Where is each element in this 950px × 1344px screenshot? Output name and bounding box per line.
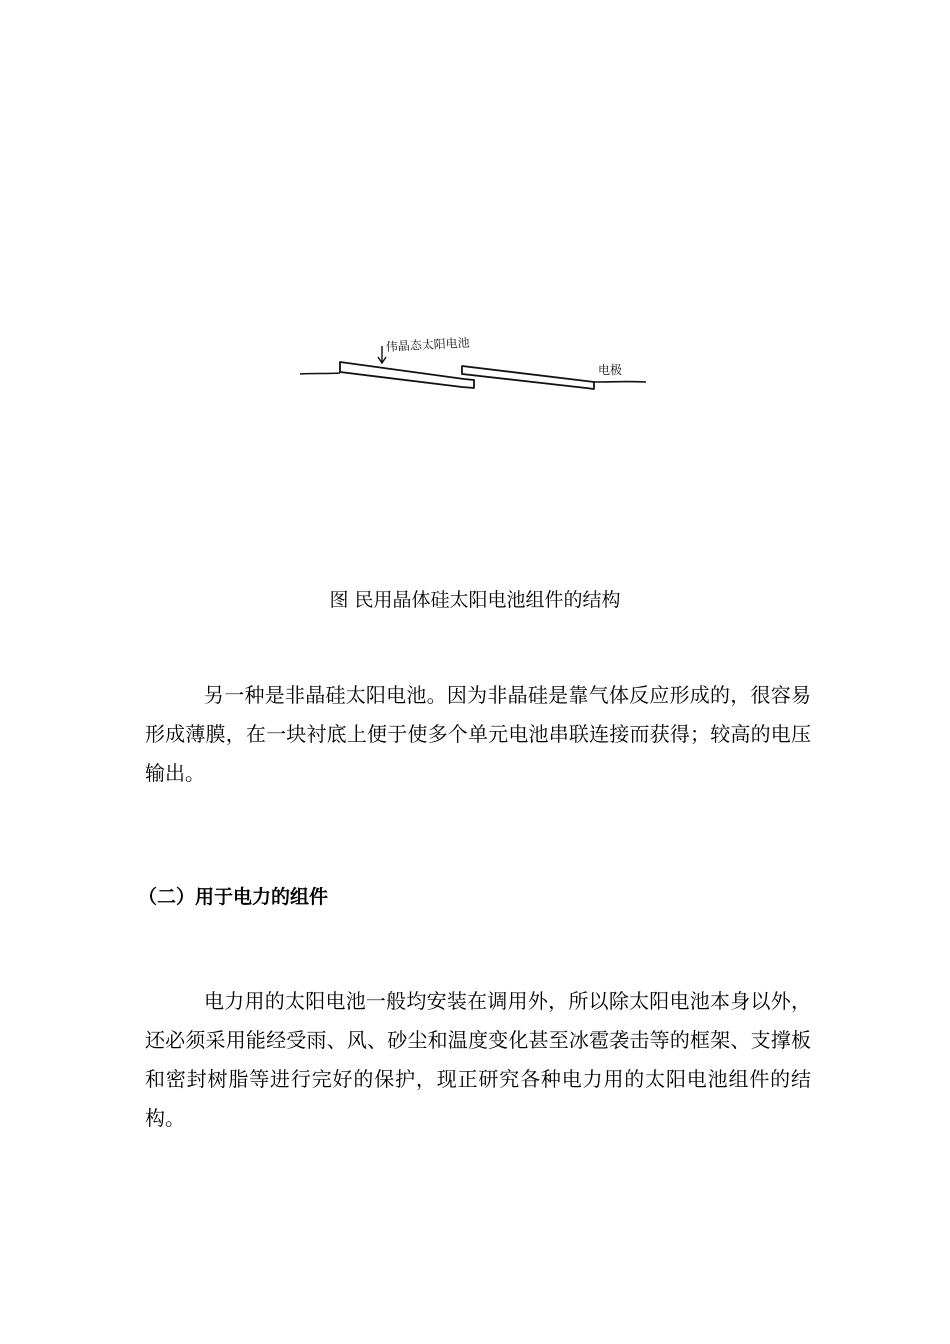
diagram-svg [296, 326, 656, 402]
section-heading: （二）用于电力的组件 [138, 886, 329, 908]
solar-cell-1 [340, 362, 474, 388]
cell-label: 伟晶态太阳电池 [385, 335, 471, 354]
solar-cell-2 [462, 366, 594, 389]
paragraph-power-modules: 电力用的太阳电池一般均安装在调用外，所以除太阳电池本身以外，还必须采用能经受雨、风、砂尘和温度变化甚至冰雹袭击等的框架、支撑板和密封树脂等进行完好的保护，现正研究各种电力用的太阳电池组件的结构。 [145, 989, 811, 1130]
electrode-label: 电极 [598, 363, 623, 377]
figure-caption: 图 民用晶体硅太阳电池组件的结构 [329, 589, 621, 611]
solar-module-structure-diagram [296, 326, 656, 402]
paragraph-amorphous-silicon: 另一种是非晶硅太阳电池。因为非晶硅是靠气体反应形成的，很容易形成薄膜，在一块衬底上便于使多个单元电池串联连接而获得；较高的电压输出。 [145, 683, 811, 785]
substrate-line-left [300, 373, 340, 374]
pointer-arrow [378, 346, 386, 363]
